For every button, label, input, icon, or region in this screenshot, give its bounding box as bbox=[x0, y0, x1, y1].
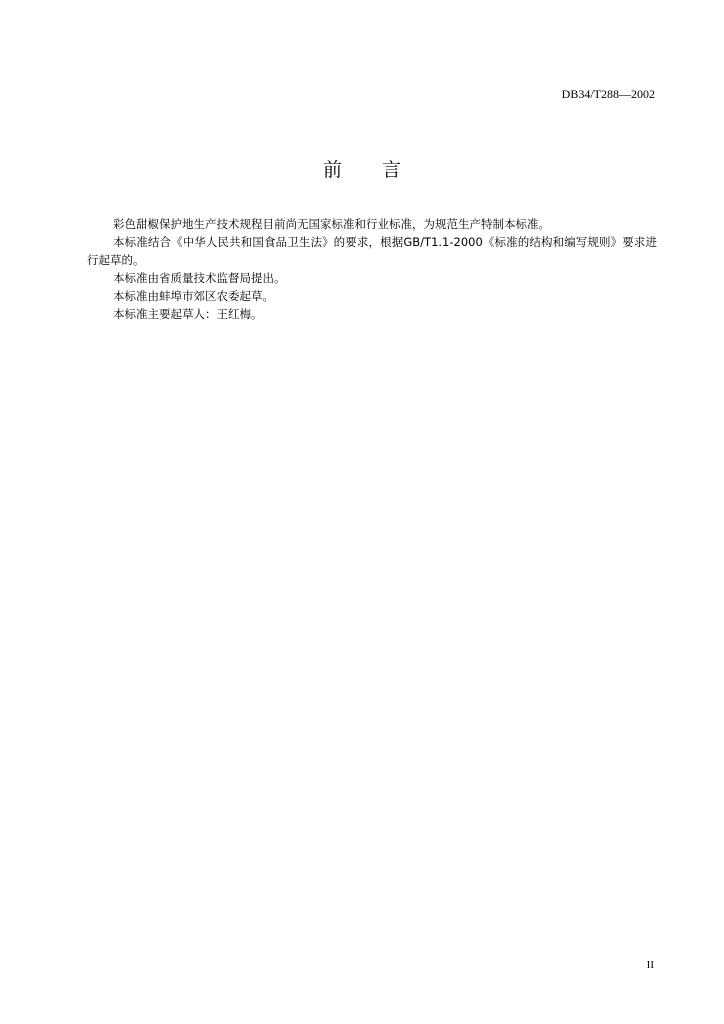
page-number: II bbox=[646, 959, 654, 971]
title-char-1: 前 bbox=[322, 159, 342, 181]
paragraph-drafter-org: 本标准由蚌埠市郊区农委起草。 bbox=[113, 289, 274, 303]
paragraph-drafter-person: 本标准主要起草人：王红梅。 bbox=[113, 307, 263, 321]
document-code: DB34/T288—2002 bbox=[561, 87, 655, 101]
paragraph-purpose: 彩色甜椒保护地生产技术规程目前尚无国家标准和行业标准，为规范生产特制本标准。 bbox=[113, 217, 550, 231]
title-char-2: 言 bbox=[382, 159, 402, 181]
foreword-body bbox=[87, 215, 657, 323]
paragraph-basis: 本标准结合《中华人民共和国食品卫生法》的要求，根据GB/T1.1-2000《标准的结构和编写规则》要求进行起草的。 bbox=[87, 235, 657, 267]
page-title bbox=[0, 155, 724, 182]
paragraph-proposer: 本标准由省质量技术监督局提出。 bbox=[113, 271, 286, 285]
